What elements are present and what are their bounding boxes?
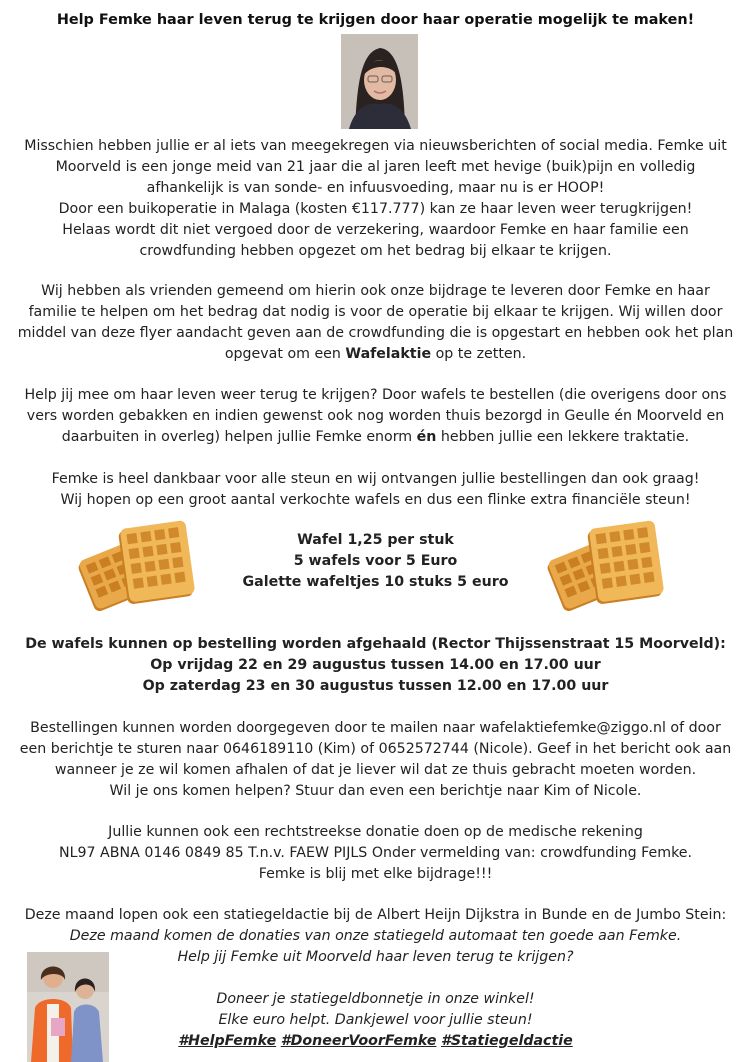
- blank-line: [0, 968, 751, 989]
- friends-line: middel van deze flyer aandacht geven aan de crowdfunding die is opgestart en hebben ook het plan: [17, 325, 734, 341]
- hashtag: #Statiegeldactie: [440, 1033, 573, 1049]
- waffle-image-right: [541, 513, 666, 611]
- thanks-paragraph: [0, 469, 751, 511]
- friends-line: familie te helpen om het bedrag dat nodig is voor de operatie bij elkaar te krijgen. Wij willen door: [28, 304, 723, 320]
- donation-line: NL97 ABNA 0146 0849 85 T.n.v. FAEW PIJLS Onder vermelding van: crowdfunding Femke.: [58, 845, 693, 861]
- help-text: daarbuiten in overleg) helpen jullie Femke enorm: [61, 429, 417, 445]
- donation-paragraph: [0, 822, 751, 885]
- orders-line: wanneer je ze wil komen afhalen of dat je liever wil dat ze thuis gebracht moeten worden.: [54, 762, 697, 778]
- pickup-line: Op vrijdag 22 en 29 augustus tussen 14.00 en 17.00 uur: [150, 657, 601, 673]
- friends-paragraph: [0, 281, 751, 365]
- help-paragraph: [0, 385, 751, 448]
- thanks-line: Wij hopen op een groot aantal verkochte wafels en dus een flinke extra financiële steun!: [60, 492, 691, 508]
- friends-line: [0, 344, 751, 365]
- flyer-title: Help Femke haar leven terug te krijgen door haar operatie mogelijk te maken!: [56, 12, 695, 28]
- intro-line: Helaas wordt dit niet vergoed door de verzekering, waardoor Femke en haar familie een: [62, 222, 689, 238]
- donation-line: Femke is blij met elke bijdrage!!!: [258, 866, 493, 882]
- femke-portrait-photo: [341, 34, 418, 129]
- store-photo: [27, 952, 109, 1062]
- pickup-line: De wafels kunnen op bestelling worden afgehaald (Rector Thijssenstraat 15 Moorveld):: [25, 636, 726, 652]
- statiegeld-line: Help jij Femke uit Moorveld haar leven terug te krijgen?: [177, 949, 574, 965]
- help-line: vers worden gebakken en indien gewenst ook nog worden thuis bezorgd in Geulle én Moorveld en: [26, 408, 725, 424]
- hashtag: #DoneerVoorFemke: [280, 1033, 437, 1049]
- statiegeld-line: Deze maand komen de donaties van onze statiegeld automaat ten goede aan Femke.: [69, 928, 682, 944]
- hashtag: #HelpFemke: [178, 1033, 277, 1049]
- help-line: [0, 427, 751, 448]
- thanks-line: Femke is heel dankbaar voor alle steun en wij ontvangen jullie bestellingen dan ook graag!: [51, 471, 700, 487]
- price-item: Galette wafeltjes 10 stuks 5 euro: [242, 574, 509, 590]
- orders-paragraph: [0, 718, 751, 802]
- intro-line: Moorveld is een jonge meid van 21 jaar die al jaren leeft met hevige (buik)pijn en volledig: [55, 159, 696, 175]
- intro-line: Misschien hebben jullie er al iets van meegekregen via nieuwsberichten of social media. Femke uit: [24, 138, 727, 154]
- wafelaktie-highlight: Wafelaktie: [345, 346, 432, 362]
- intro-line: afhankelijk is van sonde- en infuusvoeding, maar nu is er HOOP!: [146, 180, 605, 196]
- statiegeld-paragraph: [0, 905, 751, 1052]
- help-text: hebben jullie een lekkere traktatie.: [436, 429, 690, 445]
- intro-line: Door een buikoperatie in Malaga (kosten €117.777) kan ze haar leven weer terugkrijgen!: [58, 201, 693, 217]
- statiegeld-line: Deze maand lopen ook een statiegeldactie bij de Albert Heijn Dijkstra in Bunde en de Jumbo Stein:: [24, 907, 727, 923]
- intro-paragraph: [0, 136, 751, 262]
- orders-line: een berichtje te sturen naar 0646189110 (Kim) of 0652572744 (Nicole). Geef in het bericht ook aan: [19, 741, 732, 757]
- pickup-line: Op zaterdag 23 en 30 augustus tussen 12.00 en 17.00 uur: [142, 678, 609, 694]
- hashtags: [0, 1031, 751, 1052]
- orders-line: Bestellingen kunnen worden doorgegeven door te mailen naar wafelaktiefemke@ziggo.nl of door: [30, 720, 721, 736]
- intro-line: crowdfunding hebben opgezet om het bedrag bij elkaar te krijgen.: [139, 243, 612, 259]
- friends-line: Wij hebben als vrienden gemeend om hierin ook onze bijdrage te leveren door Femke en haar: [41, 283, 710, 299]
- orders-line: Wil je ons komen helpen? Stuur dan even een berichtje naar Kim of Nicole.: [109, 783, 642, 799]
- friends-text: op te zetten.: [431, 346, 527, 362]
- price-item: Wafel 1,25 per stuk: [297, 532, 454, 548]
- donation-line: Jullie kunnen ook een rechtstreekse donatie doen op de medische rekening: [108, 824, 643, 840]
- en-highlight: én: [416, 429, 437, 445]
- price-item: 5 wafels voor 5 Euro: [293, 553, 458, 569]
- statiegeld-line: Elke euro helpt. Dankjewel voor jullie steun!: [218, 1012, 533, 1028]
- friends-text: opgevat om een: [224, 346, 346, 362]
- pickup-info: [0, 634, 751, 697]
- statiegeld-line: Doneer je statiegeldbonnetje in onze winkel!: [216, 991, 535, 1007]
- help-line: Help jij mee om haar leven weer terug te krijgen? Door wafels te bestellen (die overigens door ons: [24, 387, 727, 403]
